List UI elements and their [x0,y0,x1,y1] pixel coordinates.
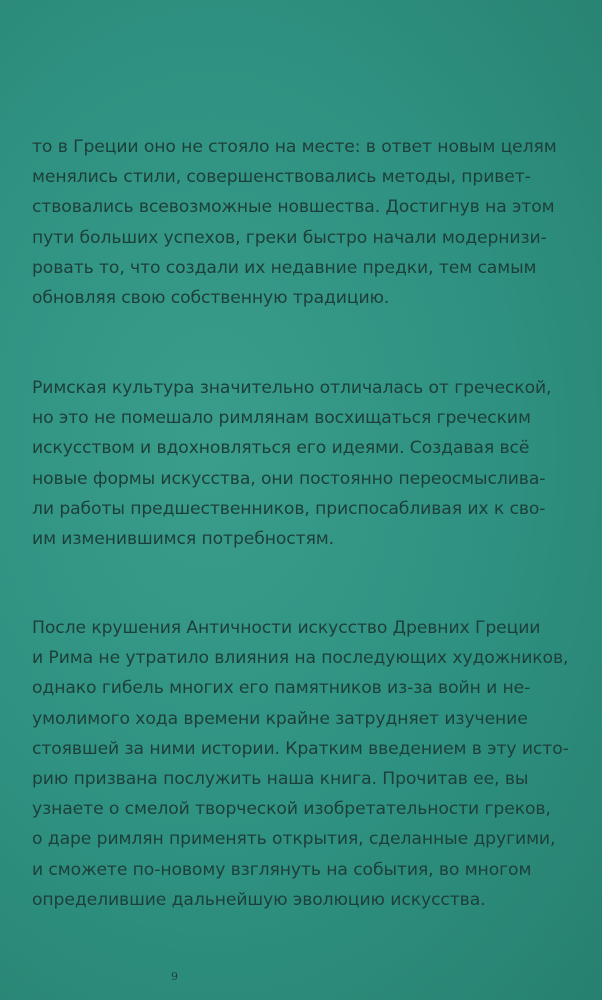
text-line: им изменившимся потребностям. [32,528,335,549]
text-line: обновляя свою собственную традицию. [32,287,390,308]
text-line: пути больших успехов, греки быстро начали модернизи- [32,227,547,248]
text-line: и Рима не утратило влияния на последующих художников, [32,648,569,669]
text-line: однако гибель многих его памятников из-за войн и не- [32,678,531,699]
text-line: рию призвана послужить наша книга. Прочитав ее, вы [32,768,529,789]
paragraph-2 [32,373,592,554]
text-line: искусством и вдохновляться его идеями. Создавая всё [32,438,530,459]
text-line: ствовались всевозможные новшества. Достигнув на этом [32,197,555,218]
text-line: определившие дальнейшую эволюцию искусства. [32,889,486,910]
paragraph-3 [32,613,592,915]
text-line: новые формы искусства, они постоянно переосмыслива- [32,468,546,489]
text-line: умолимого хода времени крайне затрудняет изучение [32,708,528,729]
text-line: Римская культура значительно отличалась от греческой, [32,378,552,398]
text-line: менялись стили, совершенствовались методы, привет- [32,167,531,188]
page-number: 9 [171,970,178,983]
text-line: и сможете по-новому взглянуть на события, во многом [32,859,532,880]
text-line: ровать то, что создали их недавние предки, тем самым [32,257,537,278]
text-line: стоявшей за ними истории. Кратким введением в эту исто- [32,738,569,759]
text-line: то в Греции оно не стояло на месте: в ответ новым целям [32,137,557,157]
text-line: о даре римлян применять открытия, сделанные другими, [32,829,556,850]
text-line: узнаете о смелой творческой изобретательности греков, [32,799,551,820]
text-line: После крушения Античности искусство Древних Греции [32,618,541,638]
text-line: но это не помешало римлянам восхищаться греческим [32,408,531,429]
paragraph-1 [32,132,592,313]
text-line: ли работы предшественников, приспосабливая их к сво- [32,498,546,519]
